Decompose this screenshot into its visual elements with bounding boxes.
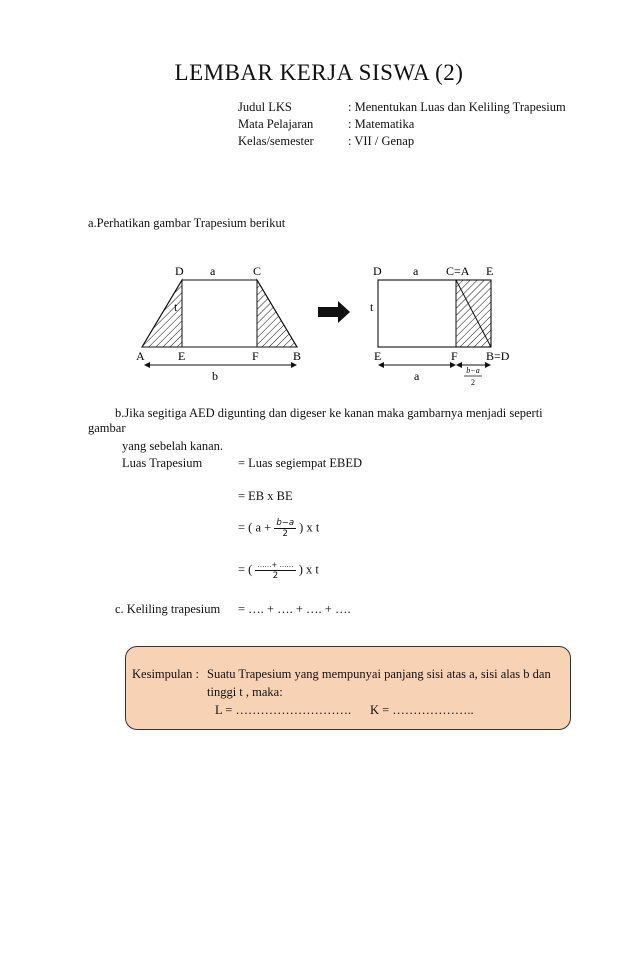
- frac-numerator: b−a: [466, 366, 480, 375]
- section-b-line2: gambar: [88, 421, 126, 435]
- equation-3-fraction: $\frac{b-a}{2}$: [276, 518, 295, 539]
- section-b-line1: b.Jika segitiga AED digunting dan digeser ke kanan maka gambarnya menjadi seperti: [115, 406, 543, 420]
- arrow-head-left: [144, 362, 150, 368]
- label-F-right: F: [451, 349, 458, 363]
- info-key-judul: Judul LKS: [238, 100, 292, 114]
- info-value-mapel: : Matematika: [348, 117, 415, 131]
- right-rectangle: [370, 264, 510, 387]
- label-F: F: [252, 349, 259, 363]
- conclusion-label: Kesimpulan :: [132, 667, 200, 681]
- label-A: A: [136, 349, 145, 363]
- equation-4-post: ) x t: [298, 562, 319, 577]
- label-a: a: [210, 264, 216, 278]
- luas-label: Luas Trapesium: [122, 456, 203, 470]
- trapezoid-figures: [0, 255, 638, 395]
- conclusion-line1: Suatu Trapesium yang mempunyai panjang sisi atas a, sisi alas b dan: [207, 667, 551, 681]
- label-D-right: D: [373, 264, 382, 278]
- info-key-mapel: Mata Pelajaran: [238, 117, 314, 131]
- right-arrow-icon: [318, 301, 350, 323]
- info-value-kelas: : VII / Genap: [348, 134, 415, 148]
- keliling-label: c. Keliling trapesium: [115, 602, 221, 616]
- label-a-bottom-right: a: [414, 369, 420, 383]
- label-b: b: [212, 369, 218, 383]
- equation-3: [238, 518, 319, 539]
- label-B: B: [293, 349, 302, 363]
- equation-3-pre: = ( a +: [238, 520, 272, 535]
- section-a-text: a.Perhatikan gambar Trapesium berikut: [88, 216, 286, 230]
- label-E-top-right: E: [486, 264, 494, 278]
- keliling-equation: = …. + …. + …. + ….: [238, 602, 351, 616]
- equation-2: = EB x BE: [238, 489, 293, 503]
- info-key-kelas: Kelas/semester: [238, 134, 314, 148]
- left-trapezoid: [136, 264, 301, 383]
- label-t-right: t: [370, 300, 374, 314]
- label-B-eq-D: B=D: [486, 349, 510, 363]
- equation-4: [238, 560, 319, 581]
- conclusion-formula-K: K = ………………..: [370, 703, 474, 717]
- equation-4-pre: = (: [238, 562, 253, 577]
- label-a-top-right: a: [413, 264, 419, 278]
- frac-denominator: 2: [471, 378, 475, 387]
- equation-3-post: ) x t: [299, 520, 320, 535]
- conclusion-line2: tinggi t , maka:: [207, 685, 283, 699]
- label-t: t: [174, 300, 178, 314]
- page-title: LEMBAR KERJA SISWA (2): [174, 60, 464, 85]
- section-b-line3: yang sebelah kanan.: [122, 439, 224, 453]
- label-C-eq-A: C=A: [446, 264, 470, 278]
- label-C: C: [253, 264, 262, 278]
- label-D: D: [175, 264, 184, 278]
- info-value-judul: : Menentukan Luas dan Keliling Trapesium: [348, 100, 566, 114]
- conclusion-formula-L: L = ……………………….: [215, 703, 352, 717]
- equation-1: = Luas segiempat EBED: [238, 456, 363, 470]
- label-E: E: [178, 349, 186, 363]
- label-E-bottom-right: E: [374, 349, 382, 363]
- equation-4-fraction: $\frac{\dots\dots+ \dots\dots}{2}$: [257, 561, 294, 581]
